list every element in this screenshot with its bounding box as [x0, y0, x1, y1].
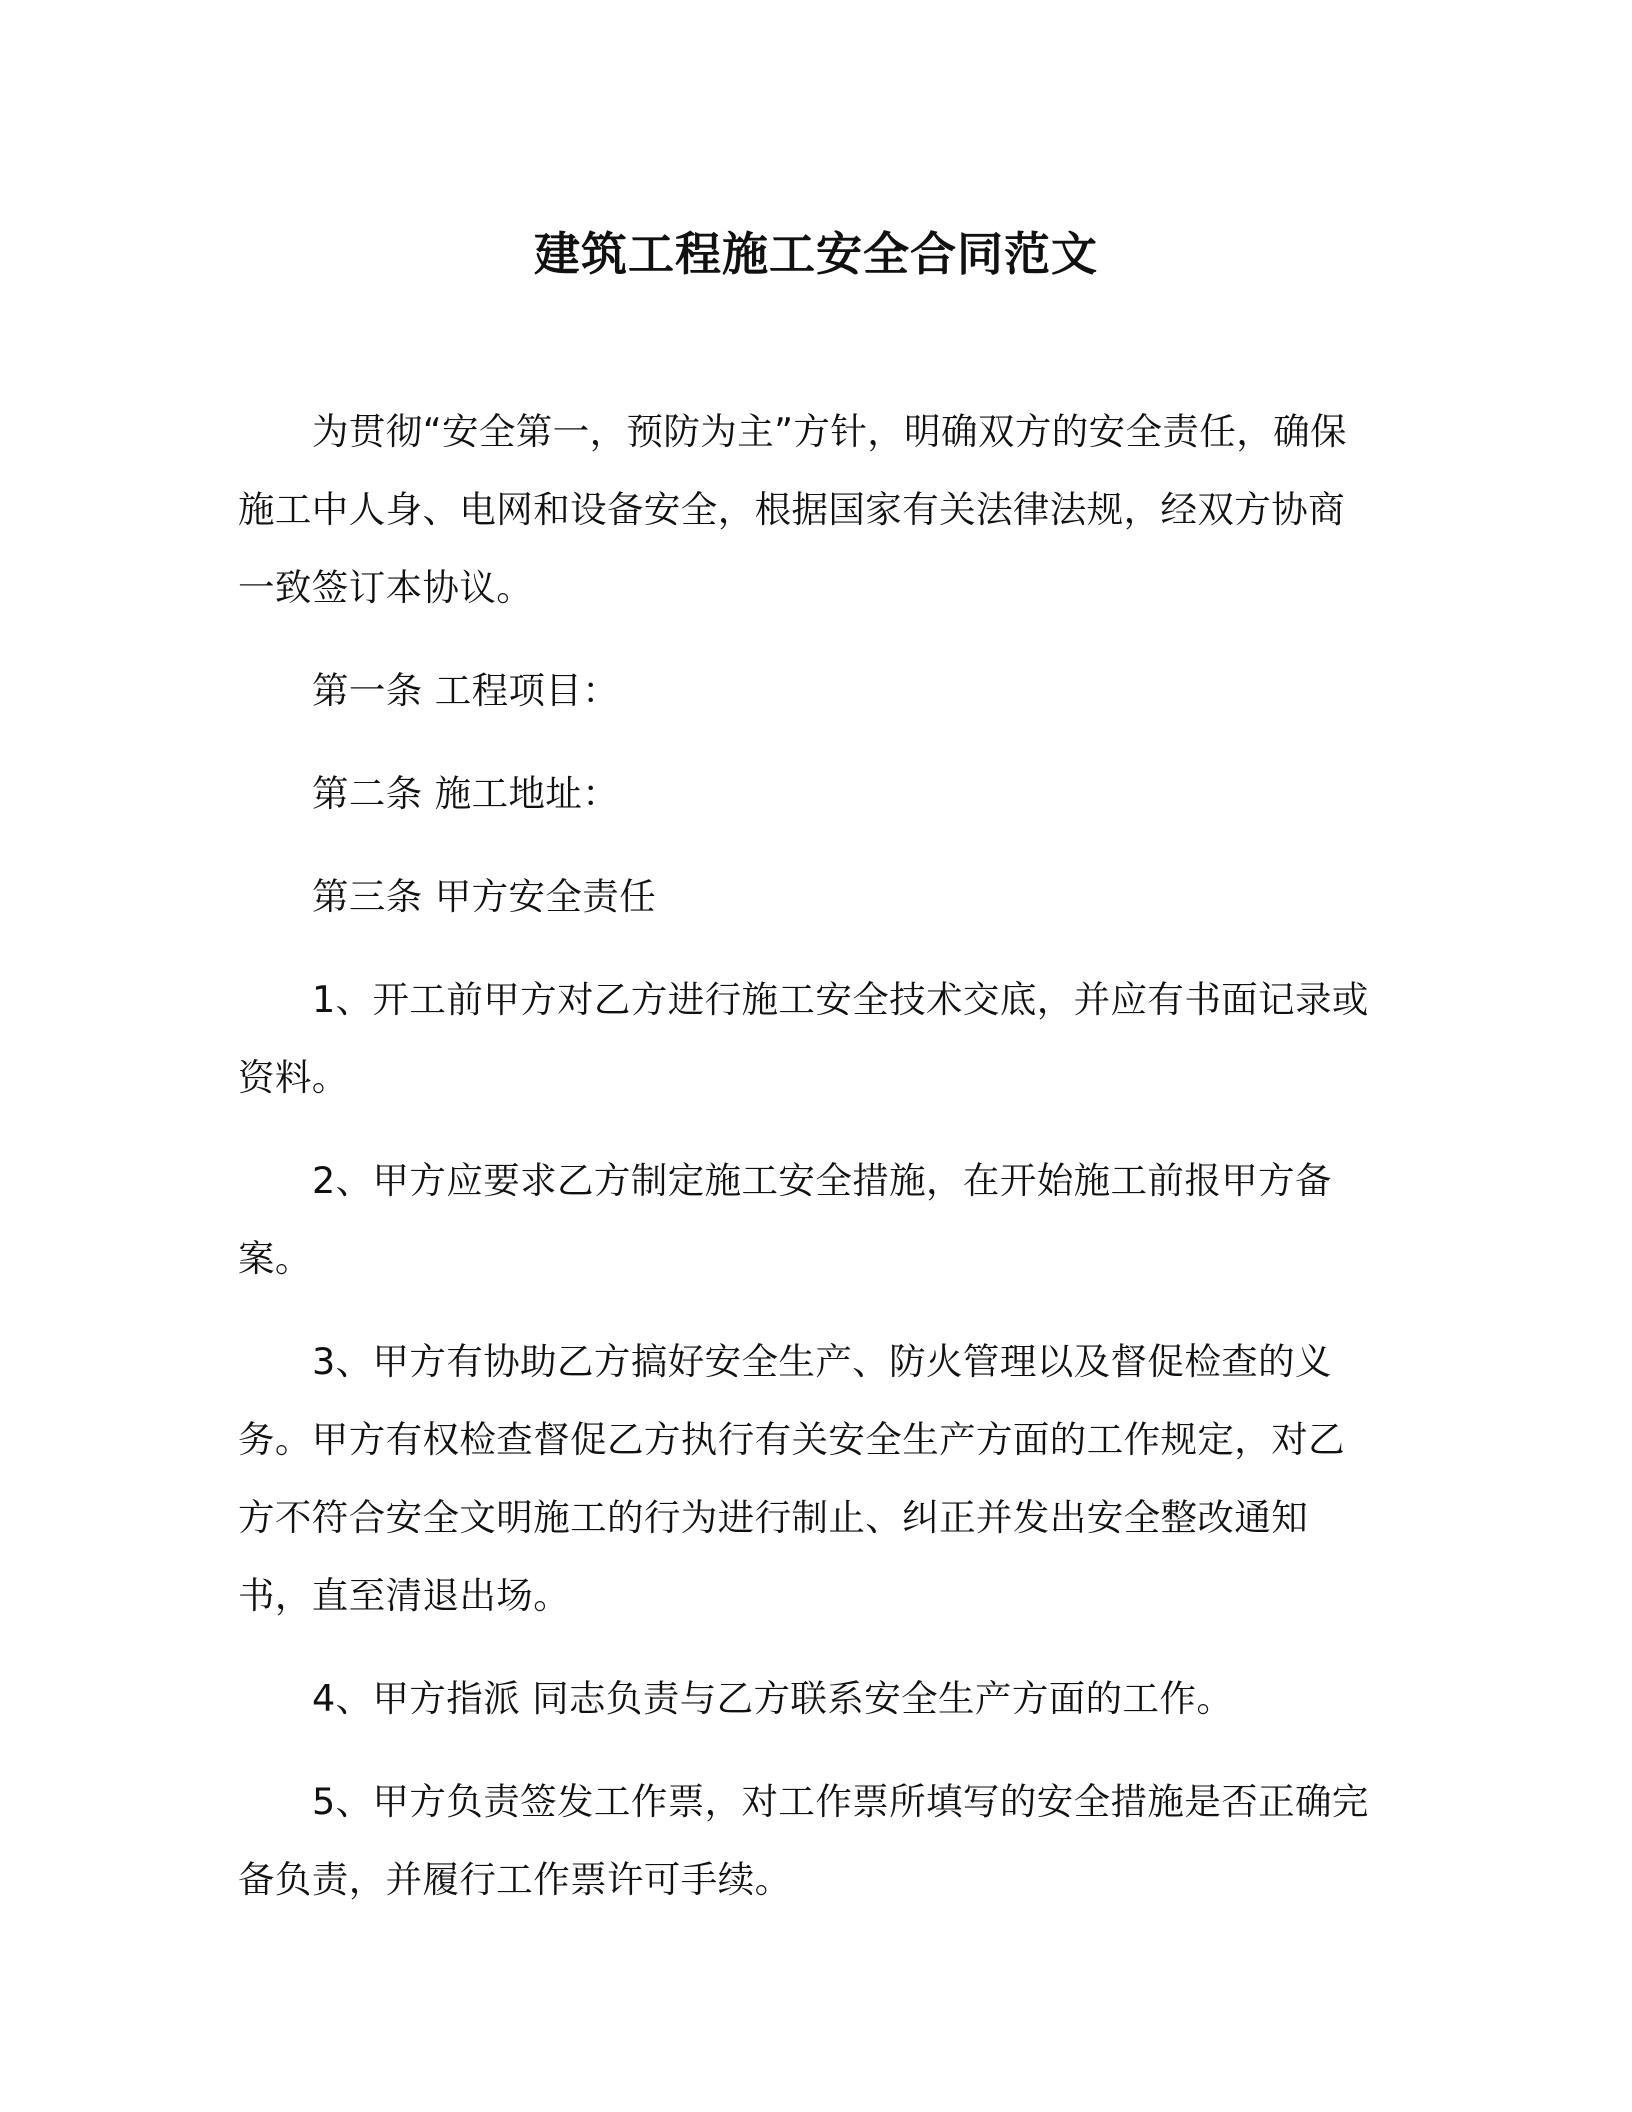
- paragraph-preamble: 为贯彻“安全第一，预防为主”方针，明确双方的安全责任，确保施工中人身、电网和设备安全，根据国家有关法律法规，经双方协商一致签订本协议。: [238, 410, 1347, 609]
- paragraph-item-4: 4、甲方指派 同志负责与乙方联系安全生产方面的工作。: [312, 1677, 1234, 1720]
- paragraph-item-3: 3、甲方有协助乙方搞好安全生产、防火管理以及督促检查的义务。甲方有权检查督促乙方执行有关安全生产方面的工作规定，对乙方不符合安全文明施工的行为进行制止、纠正并发出安全整改通知书，直至清退出场。: [238, 1340, 1345, 1617]
- paragraph-item-5: 5、甲方负责签发工作票，对工作票所填写的安全措施是否正确完备负责，并履行工作票许可手续。: [238, 1780, 1369, 1901]
- paragraph-article-3: 第三条 甲方安全责任: [312, 875, 657, 918]
- paragraph-article-1: 第一条 工程项目：: [312, 669, 620, 712]
- paragraph-article-2: 第二条 施工地址：: [312, 772, 620, 815]
- document-body: [238, 393, 1373, 1944]
- paragraph-item-2: 2、甲方应要求乙方制定施工安全措施，在开始施工前报甲方备案。: [238, 1159, 1332, 1280]
- document-title: 建筑工程施工安全合同范文: [534, 227, 1098, 281]
- paragraph-item-1: 1、开工前甲方对乙方进行施工安全技术交底，并应有书面记录或资料。: [238, 978, 1369, 1099]
